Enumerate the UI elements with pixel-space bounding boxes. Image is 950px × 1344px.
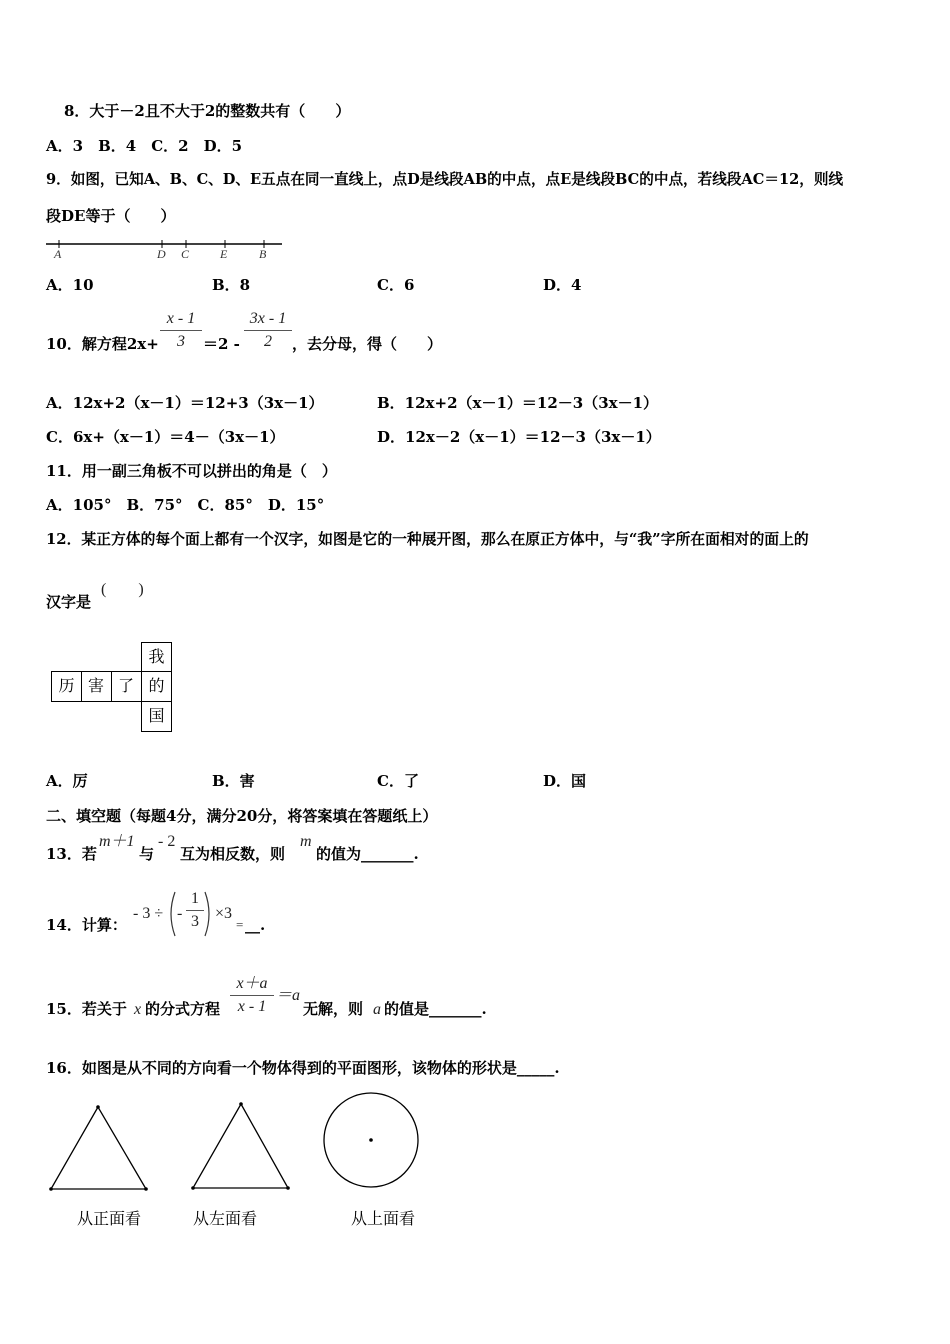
q10-option-b: B．12x+2（x－1）＝12－3（3x－1） [377, 394, 659, 412]
q15-var-a: a [373, 1001, 381, 1018]
q14-right-paren [203, 890, 215, 938]
q12-option-d: D．国 [543, 772, 587, 790]
q15-fraction [230, 976, 274, 1015]
q9-option-c: C．6 [377, 276, 415, 294]
q10-frac1-den: 3 [177, 333, 185, 350]
q10-fraction-2 [244, 311, 292, 350]
q10-prefix: 10．解方程2x+ [46, 335, 159, 353]
cube-face-guo: 国 [141, 701, 172, 732]
q9-option-a: A．10 [46, 276, 94, 294]
cube-face-hai: 害 [81, 671, 112, 702]
q8-stem: 8．大于－2且不大于2的整数共有（ ） [64, 102, 351, 120]
q13-expr1: m＋1 [99, 833, 135, 850]
q9-stem-line1: 9．如图，已知A、B、C、D、E五点在同一直线上，点D是线段AB的中点，点E是线段BC的中点，若线段AC＝12，则线 [46, 171, 844, 188]
q9-stem-line2: 段DE等于（ ） [46, 207, 176, 225]
view-label-front: 从正面看 [77, 1209, 142, 1228]
q15-prefix: 15．若关于 [46, 1000, 127, 1018]
q14-frac-num: 1 [191, 890, 199, 907]
point-a-label: A [54, 247, 62, 261]
q15-text2: 无解，则 [303, 1000, 364, 1018]
q15-mid: 的分式方程 [145, 1000, 221, 1018]
q12-option-c: C．了 [377, 772, 419, 790]
q14-prefix: 14．计算： [46, 916, 127, 934]
q14-inner-sign: - [177, 905, 183, 922]
q10-frac2-den: 2 [264, 333, 272, 350]
cube-face-de: 的 [141, 671, 172, 702]
q11-options: A．105° B．75° C．85° D．15° [46, 496, 325, 514]
q9-option-b: B．8 [212, 276, 251, 294]
q15-frac-den: x - 1 [237, 998, 267, 1015]
q12-stem-line1: 12．某正方体的每个面上都有一个汉字，如图是它的一种展开图，那么在原正方体中，与“我”字所在面相对的面上的 [46, 531, 809, 548]
q14-expr-left: - 3 ÷ [133, 905, 164, 922]
q15-frac-num: x＋a [236, 975, 268, 992]
q10-frac1-num: x - 1 [166, 310, 196, 327]
cube-face-wo: 我 [141, 642, 172, 672]
q11-stem: 11．用一副三角板不可以拼出的角是（ ） [46, 462, 337, 480]
q13-expr2: - 2 [158, 833, 176, 850]
q12-option-b: B．害 [212, 772, 255, 790]
q10-option-c: C．6x+（x－1）＝4－（3x－1） [46, 428, 285, 446]
q14-suffix: __. [245, 916, 266, 934]
q15-rhs: ＝a [276, 987, 301, 1004]
q10-frac2-num: 3x - 1 [249, 310, 287, 327]
q14-frac-den: 3 [191, 913, 199, 930]
q13-prefix: 13．若 [46, 845, 97, 863]
point-e-label: E [220, 247, 228, 261]
cube-face-li: 历 [51, 671, 82, 702]
q12-stem-line2: 汉字是 [46, 593, 92, 611]
q16-stem: 16．如图是从不同的方向看一个物体得到的平面图形，该物体的形状是_____. [46, 1059, 560, 1077]
view-label-left: 从左面看 [193, 1209, 258, 1228]
cube-face-le: 了 [111, 671, 142, 702]
q10-fraction-1 [160, 311, 202, 350]
q15-suffix: 的值是_______. [384, 1000, 487, 1018]
q10-option-d: D．12x－2（x－1）＝12－3（3x－1） [377, 428, 661, 446]
q14-left-paren [165, 890, 177, 938]
point-d-label: D [157, 247, 166, 261]
q13-suffix: 的值为_______. [316, 845, 419, 863]
point-b-label: B [259, 247, 267, 261]
circle-top-view [320, 1090, 422, 1190]
q14-eq: = [236, 917, 244, 932]
view-label-top: 从上面看 [351, 1209, 416, 1228]
q12-option-a: A．厉 [46, 772, 88, 790]
q14-expr-right: ×3 [215, 905, 233, 922]
triangle-front-view [46, 1100, 152, 1194]
point-c-label: C [181, 247, 190, 261]
q13-text: 互为相反数，则 [180, 845, 286, 863]
q13-mid: 与 [139, 845, 155, 863]
q14-fraction [186, 891, 204, 930]
q13-var-m: m [300, 833, 312, 850]
section2-title: 二、填空题（每题4分，满分20分，将答案填在答题纸上） [46, 807, 438, 825]
q12-answer-paren: ( ) [101, 581, 144, 598]
triangle-left-view [188, 1098, 294, 1194]
q8-options: A．3 B．4 C．2 D．5 [46, 137, 243, 155]
q10-suffix: ，去分母，得（ ） [292, 335, 443, 353]
q9-option-d: D．4 [543, 276, 582, 294]
q15-var-x: x [134, 1001, 142, 1018]
q10-middle: ＝2 - [203, 335, 240, 353]
q10-option-a: A．12x+2（x－1）＝12+3（3x－1） [46, 394, 324, 412]
